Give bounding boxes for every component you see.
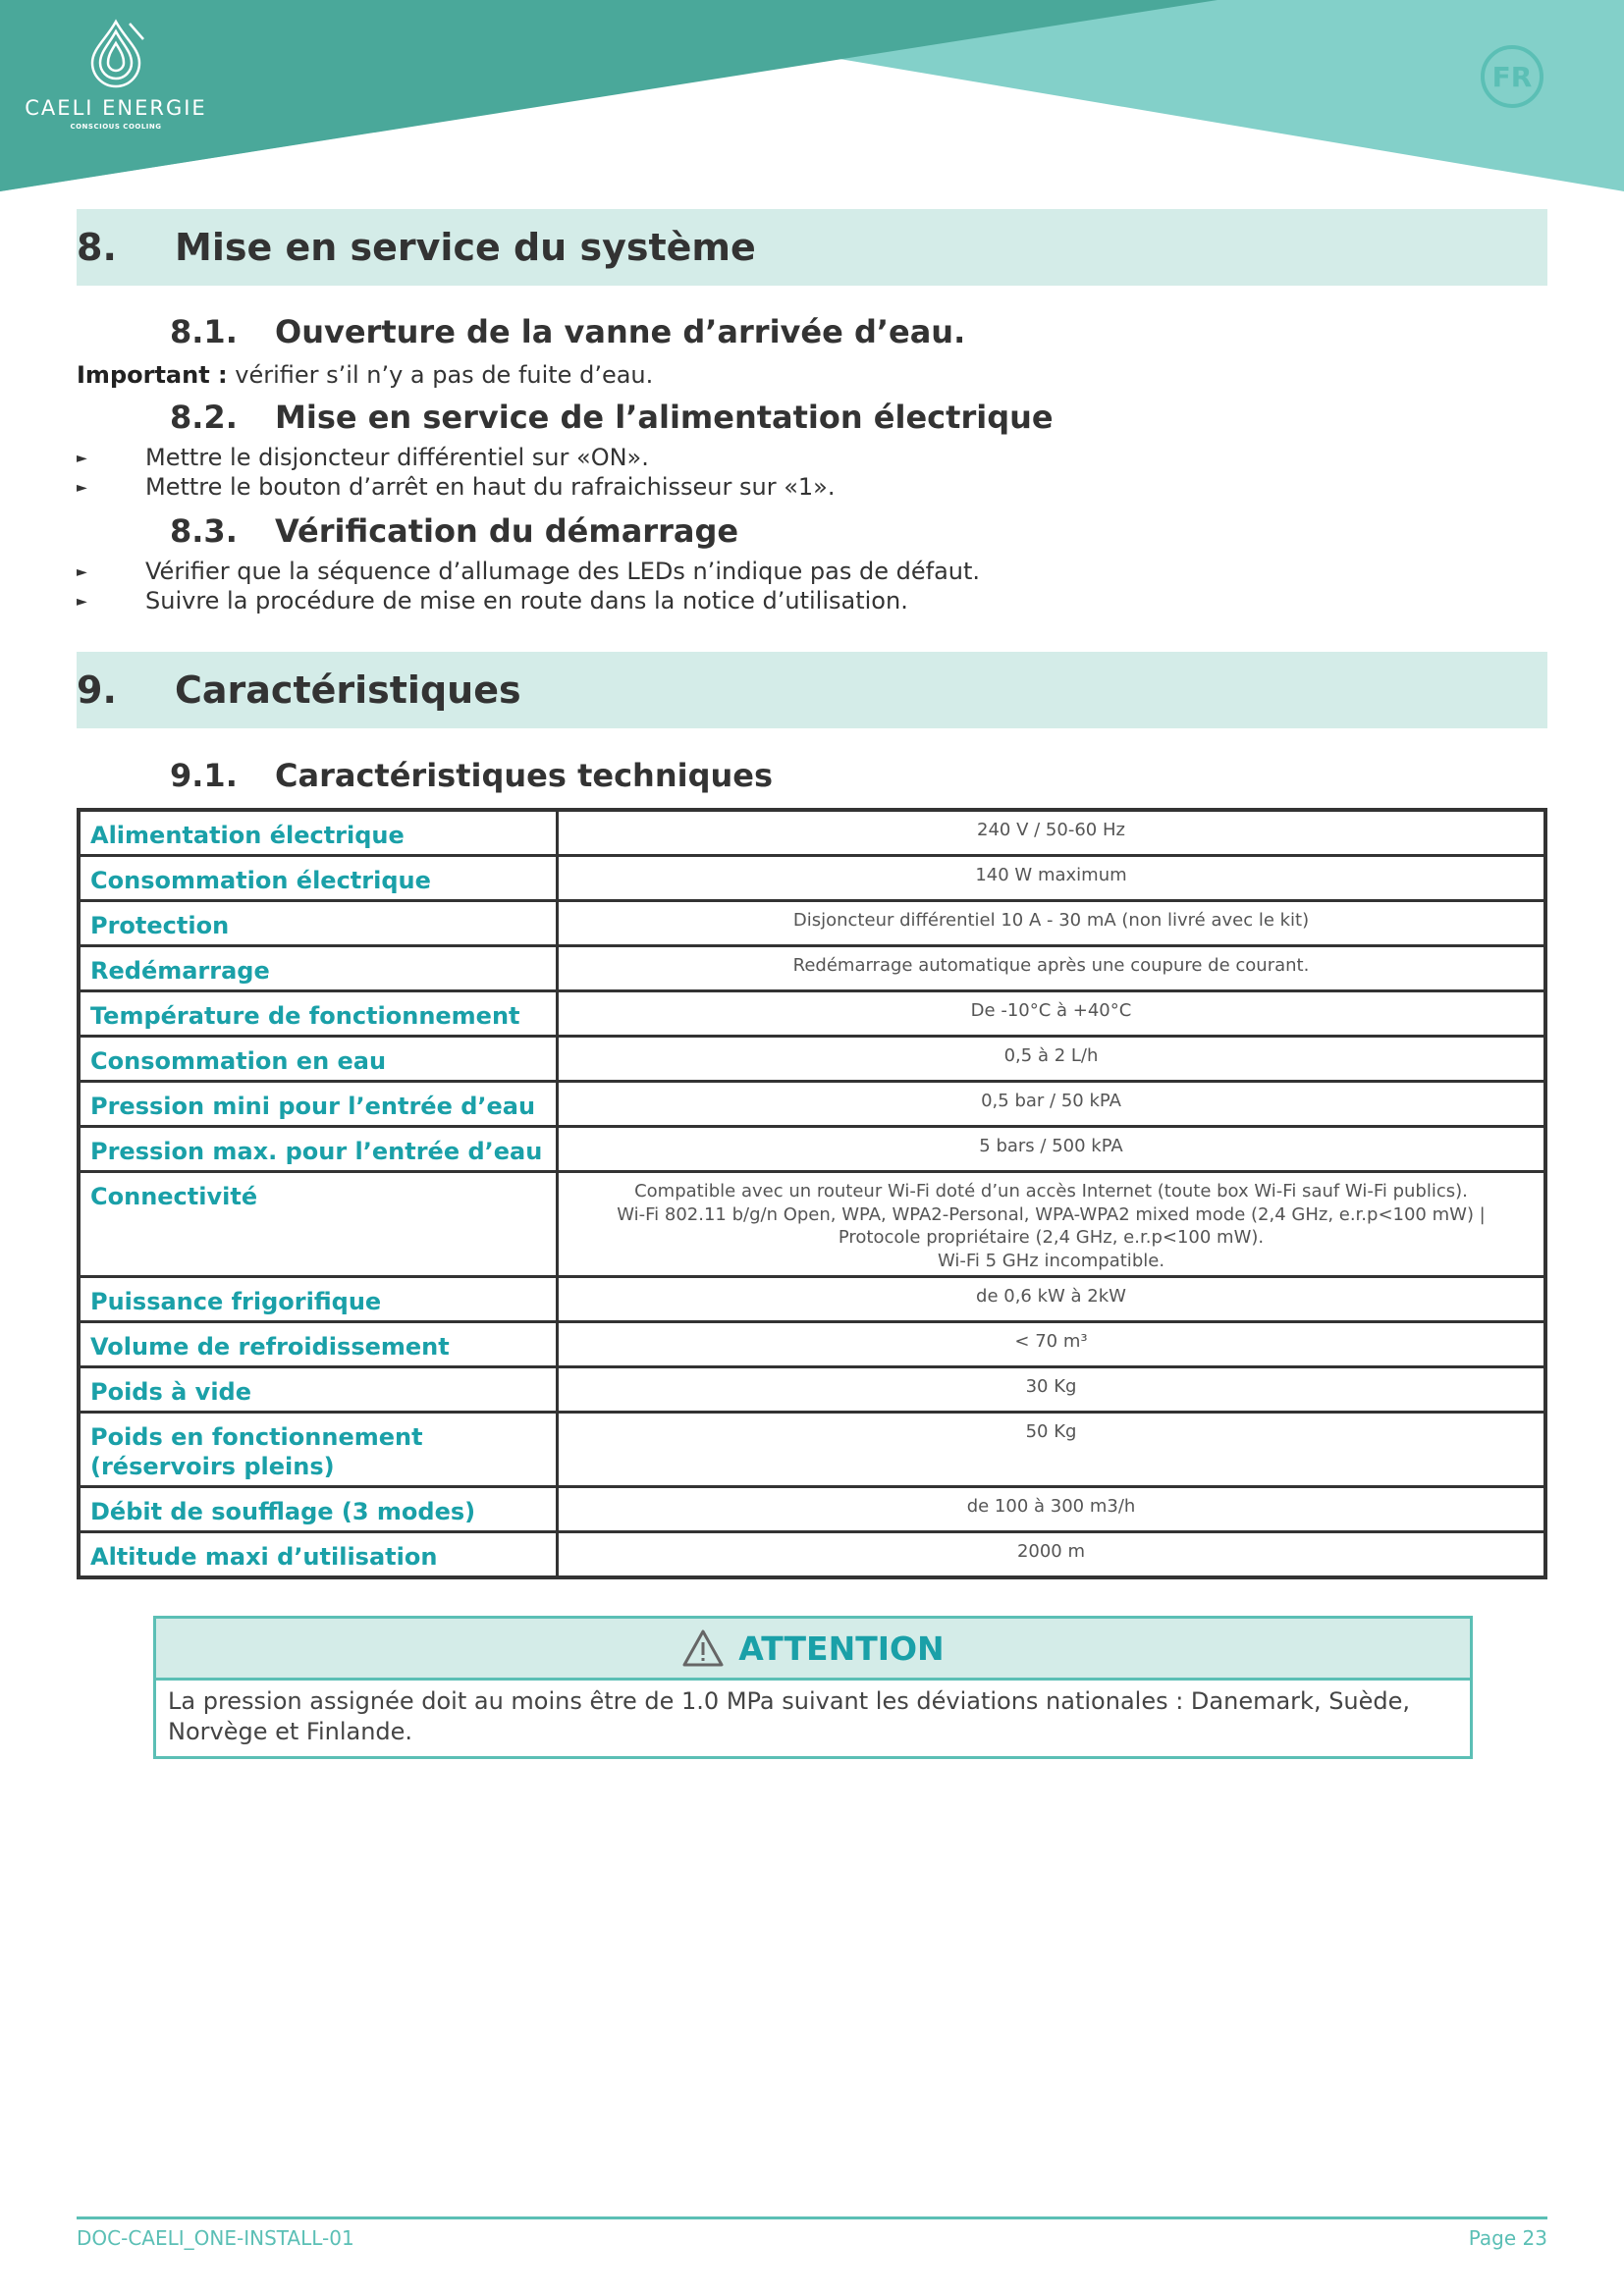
footer-divider	[77, 2216, 1547, 2219]
section-9-title	[77, 652, 1547, 728]
spec-value: de 100 à 300 m3/h	[558, 1487, 1546, 1532]
spec-label: Pression mini pour l’entrée d’eau	[79, 1082, 558, 1127]
spec-label: Débit de soufflage (3 modes)	[79, 1487, 558, 1532]
spec-label: Altitude maxi d’utilisation	[79, 1532, 558, 1578]
table-row	[79, 1277, 1545, 1322]
section-8-title	[77, 209, 1547, 286]
spec-value: Disjoncteur différentiel 10 A - 30 mA (non livré avec le kit)	[558, 901, 1546, 946]
section-heading: Mise en service du système	[175, 226, 756, 269]
list-item-text: Mettre le bouton d’arrêt en haut du rafraichisseur sur «1».	[145, 473, 836, 501]
warning-icon	[681, 1629, 725, 1668]
table-row	[79, 1037, 1545, 1082]
bullet-arrow-icon: ►	[77, 451, 87, 466]
table-row	[79, 1082, 1545, 1127]
spec-value: 30 Kg	[558, 1367, 1546, 1413]
section-number: 9.	[77, 668, 117, 712]
spec-value: 2000 m	[558, 1532, 1546, 1578]
subsection-heading: Caractéristiques techniques	[275, 757, 773, 794]
bullet-arrow-icon: ►	[77, 594, 87, 610]
important-note	[77, 361, 653, 389]
table-row	[79, 946, 1545, 991]
attention-text: La pression assignée doit au moins être de 1.0 MPa suivant les déviations nationales : Danemark, Suède, Norvège et Finlande.	[168, 1687, 1411, 1745]
water-drop-icon	[77, 18, 155, 88]
subsection-heading: Mise en service de l’alimentation électrique	[275, 399, 1054, 436]
header-banner	[0, 0, 1624, 191]
spec-value: 0,5 à 2 L/h	[558, 1037, 1546, 1082]
spec-value: 0,5 bar / 50 kPA	[558, 1082, 1546, 1127]
attention-title: ATTENTION	[738, 1629, 945, 1668]
list-item	[77, 473, 835, 501]
spec-value-line: Wi-Fi 5 GHz incompatible.	[937, 1250, 1165, 1271]
important-label: Important :	[77, 361, 228, 389]
spec-value: 140 W maximum	[558, 856, 1546, 901]
spec-label: Consommation en eau	[79, 1037, 558, 1082]
spec-value: < 70 m³	[558, 1322, 1546, 1367]
important-text: vérifier s’il n’y a pas de fuite d’eau.	[227, 361, 654, 389]
table-row	[79, 856, 1545, 901]
subsection-heading: Ouverture de la vanne d’arrivée d’eau.	[275, 313, 966, 350]
spec-label-line: (réservoirs pleins)	[90, 1453, 335, 1480]
spec-label: Connectivité	[79, 1172, 558, 1277]
table-row	[79, 810, 1545, 856]
attention-header	[156, 1619, 1470, 1681]
spec-value: 50 Kg	[558, 1413, 1546, 1487]
spec-label: Poids à vide	[79, 1367, 558, 1413]
bullet-arrow-icon: ►	[77, 564, 87, 580]
spec-value: 240 V / 50-60 Hz	[558, 810, 1546, 856]
list-item-text: Mettre le disjoncteur différentiel sur «ON».	[145, 444, 649, 471]
subsection-8-2-title	[170, 399, 1054, 436]
list-item-text: Suivre la procédure de mise en route dans la notice d’utilisation.	[145, 587, 908, 614]
spec-label: Température de fonctionnement	[79, 991, 558, 1037]
spec-label: Protection	[79, 901, 558, 946]
subsection-number: 8.1.	[170, 313, 238, 350]
spec-label: Pression max. pour l’entrée d’eau	[79, 1127, 558, 1172]
list-item	[77, 558, 980, 585]
list-item-text: Vérifier que la séquence d’allumage des LEDs n’indique pas de défaut.	[145, 558, 981, 585]
subsection-8-1-title	[170, 313, 965, 350]
table-row	[79, 1532, 1545, 1578]
spec-label: Consommation électrique	[79, 856, 558, 901]
spec-table	[77, 808, 1547, 1579]
subsection-8-3-title	[170, 512, 738, 550]
list-item	[77, 444, 649, 471]
table-row	[79, 1172, 1545, 1277]
footer-doc-ref: DOC-CAELI_ONE-INSTALL-01	[77, 2226, 354, 2250]
spec-value: 5 bars / 500 kPA	[558, 1127, 1546, 1172]
spec-value-line: Wi-Fi 802.11 b/g/n Open, WPA, WPA2-Personal, WPA-WPA2 mixed mode (2,4 GHz, e.r.p<100 mW) |	[617, 1203, 1486, 1225]
brand-logo	[18, 18, 214, 150]
table-row	[79, 1127, 1545, 1172]
table-row	[79, 1367, 1545, 1413]
spec-value	[558, 1172, 1546, 1277]
table-row	[79, 1322, 1545, 1367]
section-number: 8.	[77, 226, 117, 269]
spec-label: Redémarrage	[79, 946, 558, 991]
page-number: Page 23	[1468, 2226, 1547, 2250]
bullet-arrow-icon: ►	[77, 480, 87, 496]
spec-label	[79, 1413, 558, 1487]
spec-value: De -10°C à +40°C	[558, 991, 1546, 1037]
spec-value: de 0,6 kW à 2kW	[558, 1277, 1546, 1322]
table-row	[79, 901, 1545, 946]
table-row	[79, 1413, 1545, 1487]
spec-label: Puissance frigorifique	[79, 1277, 558, 1322]
brand-tagline: CONSCIOUS COOLING	[70, 123, 162, 131]
subsection-number: 9.1.	[170, 757, 238, 794]
subsection-number: 8.3.	[170, 512, 238, 550]
language-badge: FR	[1481, 45, 1543, 108]
spec-value: Redémarrage automatique après une coupure de courant.	[558, 946, 1546, 991]
table-row	[79, 991, 1545, 1037]
attention-box	[153, 1616, 1473, 1759]
spec-label: Volume de refroidissement	[79, 1322, 558, 1367]
subsection-number: 8.2.	[170, 399, 238, 436]
subsection-heading: Vérification du démarrage	[275, 512, 739, 550]
section-heading: Caractéristiques	[175, 668, 521, 712]
brand-name: CAELI ENERGIE	[25, 96, 207, 120]
subsection-9-1-title	[170, 757, 773, 794]
list-item	[77, 587, 908, 614]
spec-label: Alimentation électrique	[79, 810, 558, 856]
spec-value-line: Protocole propriétaire (2,4 GHz, e.r.p<100 mW).	[838, 1227, 1265, 1248]
spec-label-line: Poids en fonctionnement	[90, 1423, 423, 1451]
spec-value-line: Compatible avec un routeur Wi-Fi doté d’un accès Internet (toute box Wi-Fi sauf Wi-Fi publics).	[634, 1181, 1468, 1201]
table-row	[79, 1487, 1545, 1532]
